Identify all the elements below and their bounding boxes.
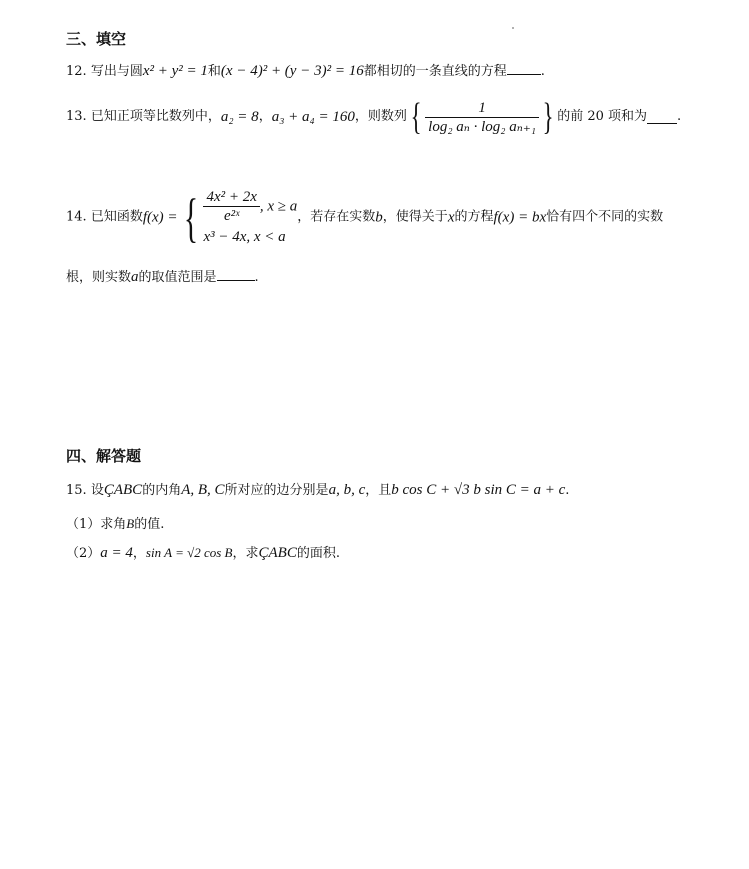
q15-part2-end: 的面积. [296, 546, 340, 561]
q14-eq: f(x) = bx [493, 209, 547, 226]
q12-lead: 写出与圆 [90, 64, 143, 79]
q13-number: 13. [66, 109, 87, 124]
q15-part2-label: （2） [66, 546, 101, 561]
q15-triangle: ÇABC [103, 482, 143, 498]
q14-tail: 恰有四个不同的实数 [546, 209, 664, 225]
q15-number: 15. [66, 483, 87, 498]
q14-line2-tail: 的取值范围是 [138, 270, 217, 285]
q15-angles: A, B, C [181, 482, 225, 498]
q15-part2-text: ，求 [232, 546, 259, 561]
q12-tail: 都相切的一条直线的方程 [363, 64, 507, 79]
q14-var-x: x [447, 209, 455, 226]
q15-part1-var: B [126, 516, 135, 531]
question-13 [66, 98, 681, 136]
stray-dot [512, 27, 514, 29]
q15-part1-end: 的值. [134, 517, 165, 532]
q12-end: . [540, 64, 545, 79]
q13-mid: ，则数列 [354, 109, 407, 124]
q14-mid: ，若存在实数 [297, 209, 376, 225]
q15-part2-sep: ， [132, 546, 146, 561]
q15-part2-triangle: ÇABC [258, 545, 297, 561]
q12-eq1: x² + y² = 1 [142, 63, 208, 79]
q14-line2-lead: 根，则实数 [66, 270, 132, 285]
q12-number: 12. [66, 64, 87, 79]
question-12 [66, 62, 545, 81]
q14-var-a: a [131, 269, 139, 285]
question-14 [66, 188, 663, 247]
q15-end: . [565, 483, 570, 498]
q14-case2: x³ − 4x, x < a [203, 229, 286, 245]
q15-equation: b cos C + √3 b sin C = a + c [391, 482, 566, 498]
q14-case1-cond: , x ≥ a [259, 198, 298, 215]
q15-part1-text: 求角 [100, 517, 127, 532]
q15-part2 [66, 544, 340, 563]
q14-var-b: b [375, 209, 383, 226]
q13-tail: 的前 20 项和为 [557, 109, 648, 124]
q13-end: . [677, 109, 682, 124]
q13-cond1: a₂ = 8 [220, 109, 259, 125]
q15-part2-eq1: a = 4 [100, 545, 133, 561]
q15-sides: a, b, c [328, 482, 366, 498]
q14-end: . [254, 270, 259, 285]
q13-fraction [425, 99, 539, 136]
q14-fx: f(x) = [142, 209, 178, 226]
q14-number: 14. [66, 209, 87, 225]
q13-frac-den: log₂ aₙ · log₂ aₙ₊₁ [425, 117, 539, 136]
question-14-line2 [66, 268, 259, 287]
q12-and: 和 [207, 64, 221, 79]
q14-mid3: 的方程 [454, 209, 494, 225]
q12-answer-blank[interactable] [507, 62, 541, 75]
question-15 [66, 481, 569, 500]
q15-text2: 所对应的边分别是 [224, 483, 329, 498]
q15-part2-eq2: sin A = √2 cos B [145, 545, 233, 560]
q14-lead: 已知函数 [90, 209, 143, 225]
q14-case1-num: 4x² + 2x [206, 189, 257, 205]
q14-mid2: ，使得关于 [382, 209, 448, 225]
q13-left-brace: { [410, 96, 422, 138]
q13-right-brace: } [542, 96, 554, 138]
q15-text1: 的内角 [142, 483, 182, 498]
q13-answer-blank[interactable] [647, 111, 677, 124]
q14-cases [203, 188, 297, 247]
q14-case1-frac [203, 188, 259, 225]
q15-part1 [66, 515, 164, 534]
q13-cond2: a₃ + a₄ = 160 [271, 109, 355, 125]
q13-sep: ， [258, 109, 272, 124]
q13-lead: 已知正项等比数列中， [90, 109, 221, 124]
section-heading-answer: 四、解答题 [66, 447, 142, 465]
q15-part1-label: （1） [66, 517, 101, 532]
q15-text3: ，且 [365, 483, 392, 498]
q12-eq2: (x − 4)² + (y − 3)² = 16 [220, 63, 364, 79]
q15-lead: 设 [90, 483, 104, 498]
section-heading-fill-blank: 三、填空 [66, 30, 127, 48]
q13-frac-num: 1 [478, 99, 486, 116]
q14-left-brace: { [183, 187, 198, 248]
q14-answer-blank[interactable] [217, 268, 255, 281]
q14-case1-den: e²ˣ [203, 206, 259, 225]
